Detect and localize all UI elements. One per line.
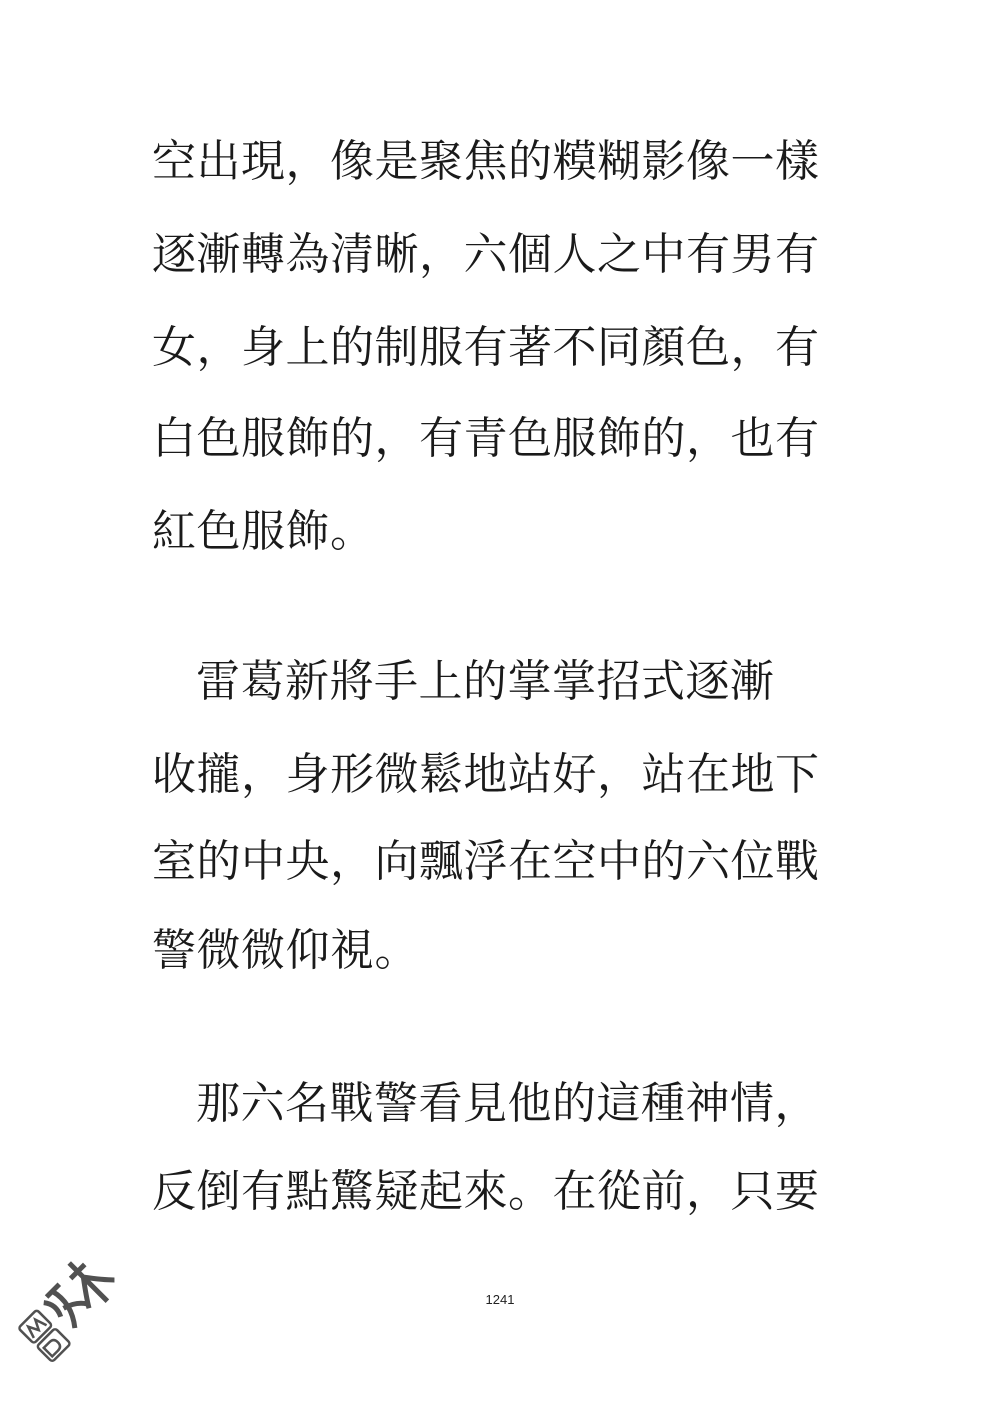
paragraph-1-line-5: 紅色服飾。 — [152, 506, 375, 557]
paragraph-1-line-4: 白色服飾的，有青色服飾的，也有 — [152, 413, 820, 464]
paragraph-1-line-1: 空出現，像是聚焦的糢糊影像一樣 — [152, 136, 820, 187]
paragraph-2-line-2: 收攏，身形微鬆地站好，站在地下 — [152, 749, 820, 800]
paragraph-1-line-2: 逐漸轉為清晰，六個人之中有男有 — [152, 229, 820, 280]
paragraph-1-line-3: 女，身上的制服有著不同顏色，有 — [152, 322, 820, 373]
paragraph-3-line-1: 那六名戰警看見他的這種神情， — [196, 1078, 819, 1129]
page-number: 1241 — [485, 1292, 515, 1307]
paragraph-2-line-1: 雷葛新將手上的掌掌招式逐漸 — [196, 656, 775, 707]
watermark-logo — [14, 1236, 164, 1406]
paragraph-2-line-4: 警微微仰視。 — [152, 925, 419, 976]
paragraph-2-line-3: 室的中央，向飄浮在空中的六位戰 — [152, 836, 820, 887]
paragraph-3-line-2: 反倒有點驚疑起來。在從前，只要 — [152, 1166, 820, 1217]
manben-logo-icon — [14, 1236, 164, 1406]
